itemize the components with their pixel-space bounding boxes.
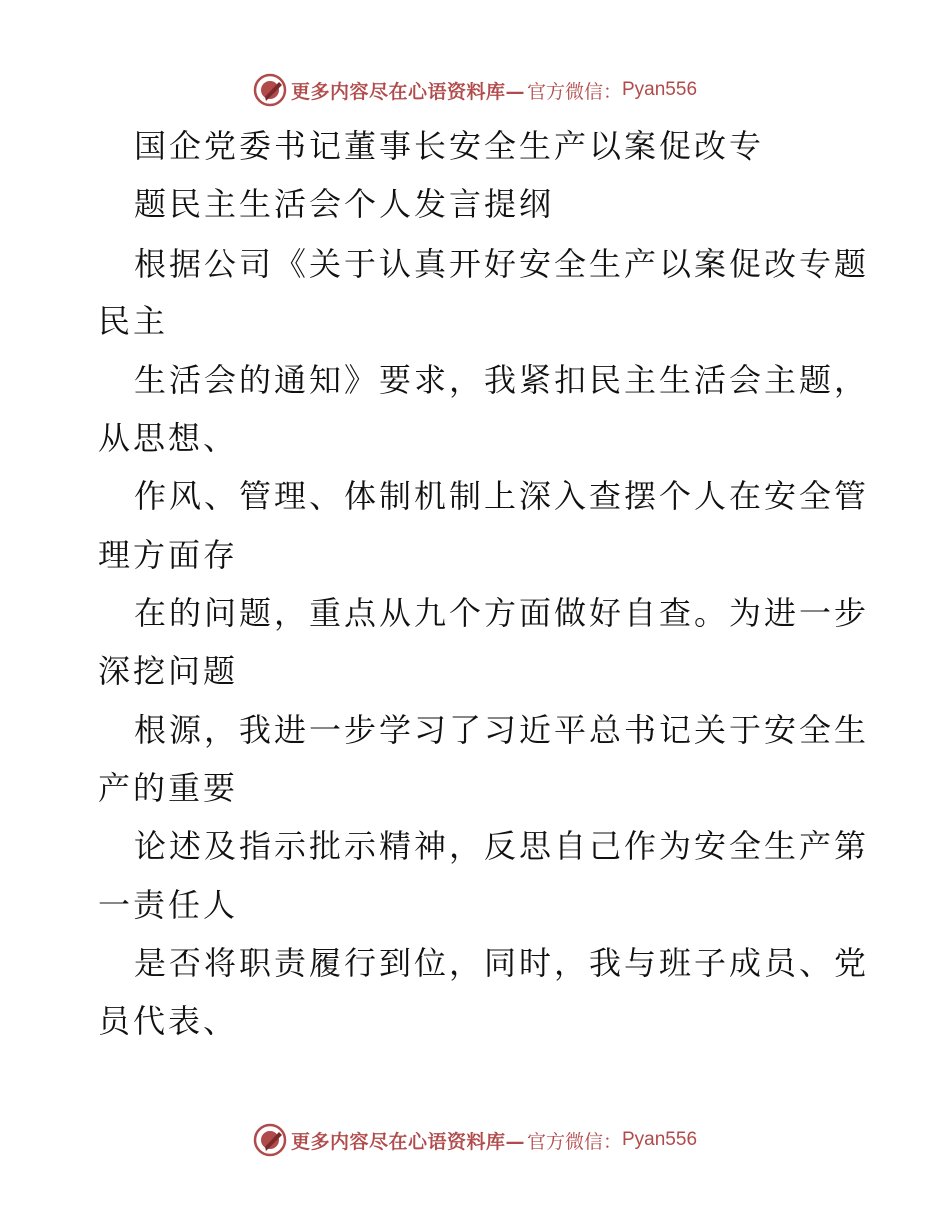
body-line: 在的问题，重点从九个方面做好自查。为进一步 [134,594,870,632]
pen-logo-icon [253,1123,287,1157]
body-line: 产的重要 [98,769,239,807]
body-line: 民主 [98,302,169,340]
body-line: 员代表、 [98,1002,239,1040]
body-line: 深挖问题 [98,652,239,690]
body-line: 根据公司《关于认真开好安全生产以案促改专题 [134,245,870,283]
banner-main-text: 更多内容尽在心语资料库— [290,1130,525,1153]
body-line: 从思想、 [98,419,239,457]
footer-banner [0,1120,950,1160]
banner-main-text: 更多内容尽在心语资料库— [290,80,525,103]
banner-wechat-label: 官方微信： [526,1130,622,1153]
body-line: 根源，我进一步学习了习近平总书记关于安全生 [134,711,870,749]
body-line: 一责任人 [98,886,239,924]
banner-wechat-label: 官方微信： [526,80,622,103]
body-line: 论述及指示批示精神，反思自己作为安全生产第 [134,827,870,865]
body-line: 是否将职责履行到位，同时，我与班子成员、党 [134,944,870,982]
document-title-line-2: 题民主生活会个人发言提纲 [134,185,555,223]
body-line: 生活会的通知》要求，我紧扣民主生活会主题， [134,361,870,399]
body-line: 作风、管理、体制机制上深入查摆个人在安全管 [134,477,870,515]
banner-wechat-id: Pyan556 [622,79,698,100]
body-line: 理方面存 [98,536,239,574]
header-banner [0,70,950,110]
pen-logo-icon [253,73,287,107]
document-title-line-1: 国企党委书记董事长安全生产以案促改专 [134,127,765,165]
banner-wechat-id: Pyan556 [622,1129,698,1150]
